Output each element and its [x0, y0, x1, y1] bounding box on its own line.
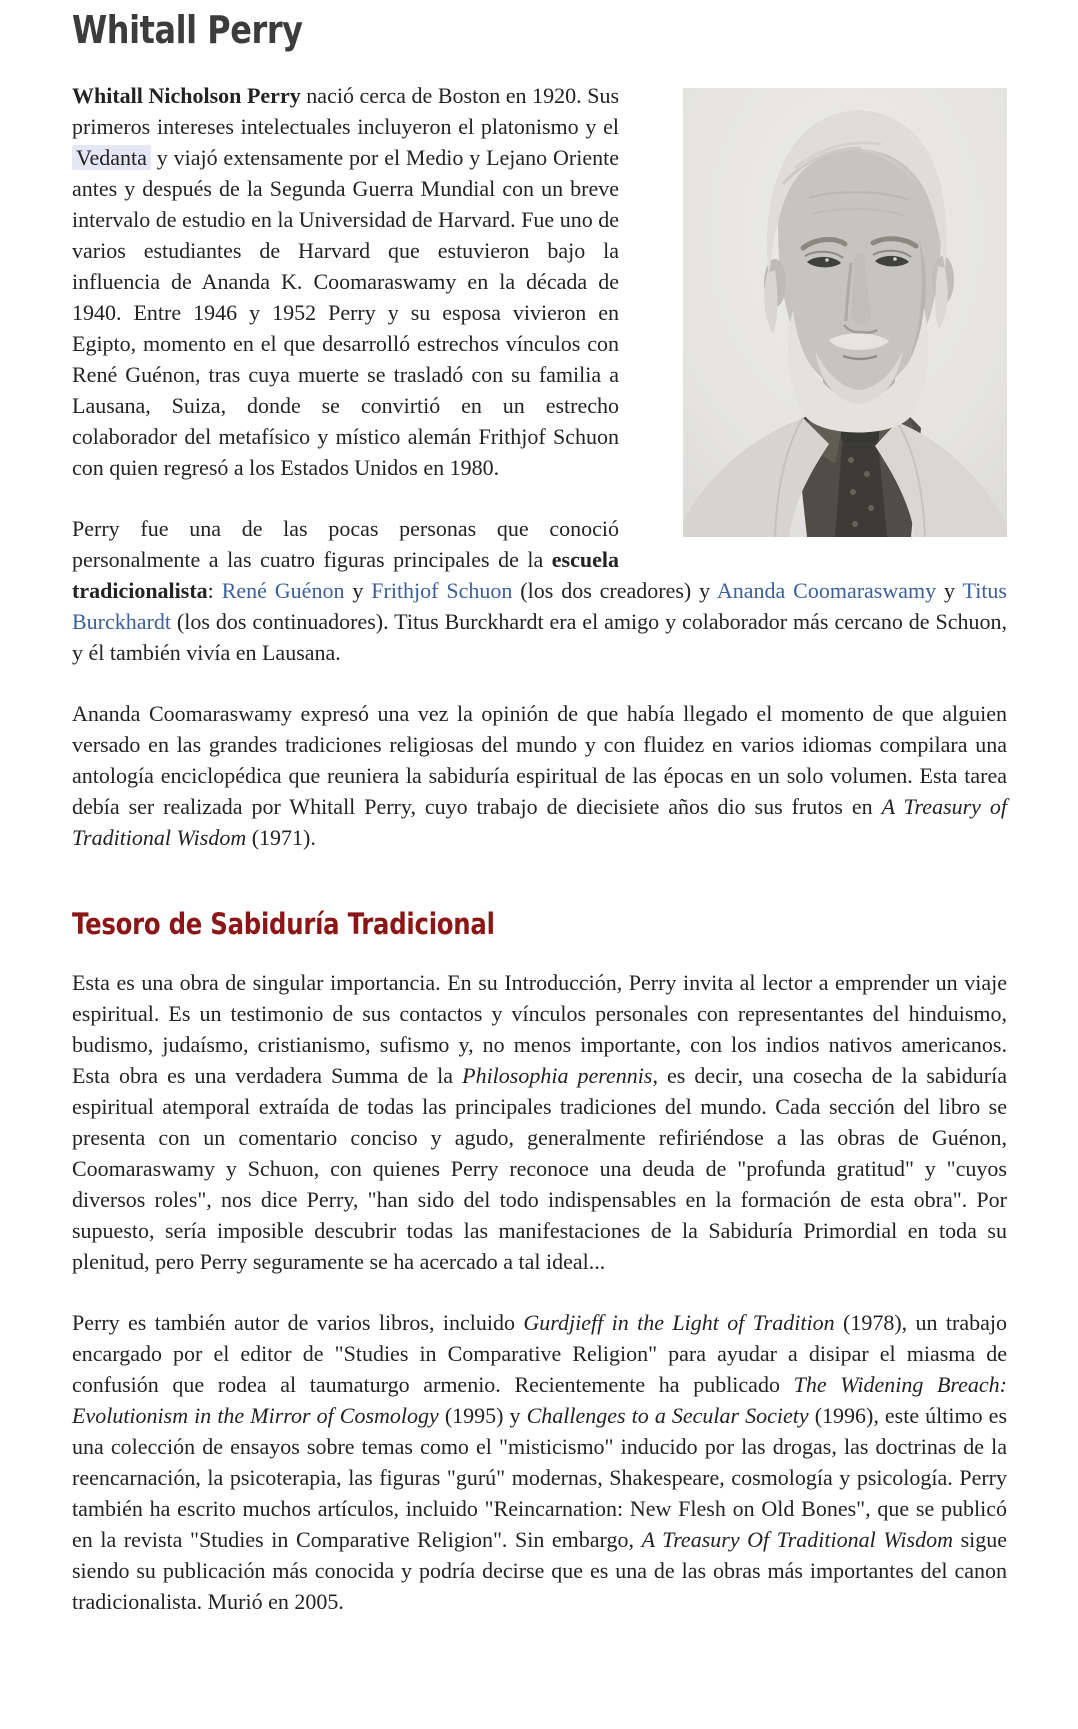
portrait-photo — [683, 88, 1007, 537]
inline-link[interactable]: Frithjof Schuon — [371, 577, 513, 603]
text: (los dos continuadores). Titus Burckhardt era el amigo y colaborador más cercano de Schuon, y él también vivía en Lausana. — [72, 608, 1007, 665]
text: nació cerca de Boston en 1920. Sus primeros intereses intelectuales incluyeron el platonismo y el — [72, 82, 620, 139]
text: , es decir, una cosecha de la sabiduría espiritual atemporal extraída de todas las principales tradiciones del mundo. Cada sección del libro se presenta con un comentario conciso y agudo, generalmente refiriéndose a las obras de Guénon, Coomaraswamy y Schuon, con quienes Perry reconoce una deuda de "profunda gratitud" y "cuyos diversos roles", nos dice Perry, "han sido del todo indispensables en la formación de esta obra". Por supuesto, sería imposible descubrir todas las manifestaciones de la Sabiduría Primordial en toda su plenitud, pero Perry seguramente se ha acercado a tal ideal... — [72, 1063, 1007, 1275]
text: : — [207, 577, 222, 603]
text: (1995) y — [438, 1403, 527, 1429]
text: y — [936, 577, 963, 603]
text: Esta es una obra de singular importancia. En su Introducción, Perry invita al lector a emprender un viaje espiritual. Es un testimonio de sus contactos y vínculos personales con representantes del hinduismo, budismo, judaísmo, cristianismo, sufismo y, no menos importante, con los indios nativos americanos. Esta obra es una verdadera Summa de la — [72, 970, 1007, 1089]
text: (1996), este último es una colección de ensayos sobre temas como el "misticismo" inducido por las drogas, las doctrinas de la reencarnación, la psicoterapia, las figuras "gurú" modernas, Shakespeare, cosmología y psicología. Perry también ha escrito muchos artículos, incluido "Reincarnation: New Flesh on Old Bones", que se publicó en la revista "Studies in Comparative Religion". Sin embargo, — [72, 1403, 1008, 1553]
highlighted-term: Vedanta — [72, 145, 151, 170]
italic-text: Gurdjieff in the Light of Tradition — [523, 1310, 835, 1336]
inline-link[interactable]: Ananda Coomaraswamy — [716, 577, 937, 603]
text: Perry es también autor de varios libros, incluido — [72, 1310, 524, 1336]
text: Perry fue una de las pocas personas que conoció personalmente a las cuatro figuras principales de la — [72, 515, 619, 572]
inline-link[interactable]: Titus Burckhardt — [72, 577, 1007, 634]
italic-text: The Widening Breach: Evolutionism in the Mirror of Cosmology — [72, 1372, 1008, 1429]
bold-text: Whitall Nicholson Perry — [72, 82, 301, 108]
section-paragraphs — [72, 967, 1007, 1617]
italic-text: Challenges to a Secular Society — [526, 1403, 809, 1429]
section-heading — [72, 907, 1007, 942]
text: (1978), un trabajo encargado por el editor de "Studies in Comparative Religion" para ayudar a disipar el miasma de confusión que rodea al taumaturgo armenio. Recientemente ha publicado — [72, 1310, 1008, 1398]
bold-text: escuela tradicionalista — [72, 546, 619, 603]
intro-paragraphs — [72, 80, 1007, 853]
text: Ananda Coomaraswamy expresó una vez la opinión de que había llegado el momento de que alguien versado en las grandes tradiciones religiosas del mundo y con fluidez en varios idiomas compilara una antología enciclopédica que reuniera la sabiduría espiritual de las épocas en un solo volumen. Esta tarea debía ser realizada por Whitall Perry, cuyo trabajo de diecisiete años dio sus frutos en — [72, 700, 1007, 819]
paragraph — [72, 698, 1007, 853]
text: y — [344, 577, 372, 603]
italic-text: A Treasury Of Traditional Wisdom — [641, 1527, 953, 1553]
portrait-illustration — [683, 88, 1007, 537]
page-title — [72, 8, 1007, 54]
page-title-text: Whitall Perry — [72, 8, 303, 52]
italic-text: A Treasury of Traditional Wisdom — [72, 793, 1007, 850]
section-heading-text: Tesoro de Sabiduría Tradicional — [72, 906, 495, 941]
text: sigue siendo su publicación más conocida y podría decirse que es una de las obras más importantes del canon tradicionalista. Murió en 2005. — [72, 1527, 1008, 1615]
text: y viajó extensamente por el Medio y Lejano Oriente antes y después de la Segunda Guerra Mundial con un breve intervalo de estudio en la Universidad de Harvard. Fue uno de varios estudiantes de Harvard que estuvieron bajo la influencia de Ananda K. Coomaraswamy en la década de 1940. Entre 1946 y 1952 Perry y su esposa vivieron en Egipto, momento en el que desarrolló estrechos vínculos con René Guénon, tras cuya muerte se trasladó con su familia a Lausana, Suiza, donde se convirtió en un estrecho colaborador del metafísico y místico alemán Frithjof Schuon con quien regresó a los Estados Unidos en 1980. — [72, 144, 619, 480]
paragraph — [72, 967, 1007, 1277]
inline-link[interactable]: René Guénon — [221, 577, 345, 603]
text: (los dos creadores) y — [512, 577, 717, 603]
paragraph — [72, 1307, 1007, 1617]
text: (1971). — [246, 824, 316, 850]
italic-text: Philosophia perennis — [462, 1063, 653, 1089]
